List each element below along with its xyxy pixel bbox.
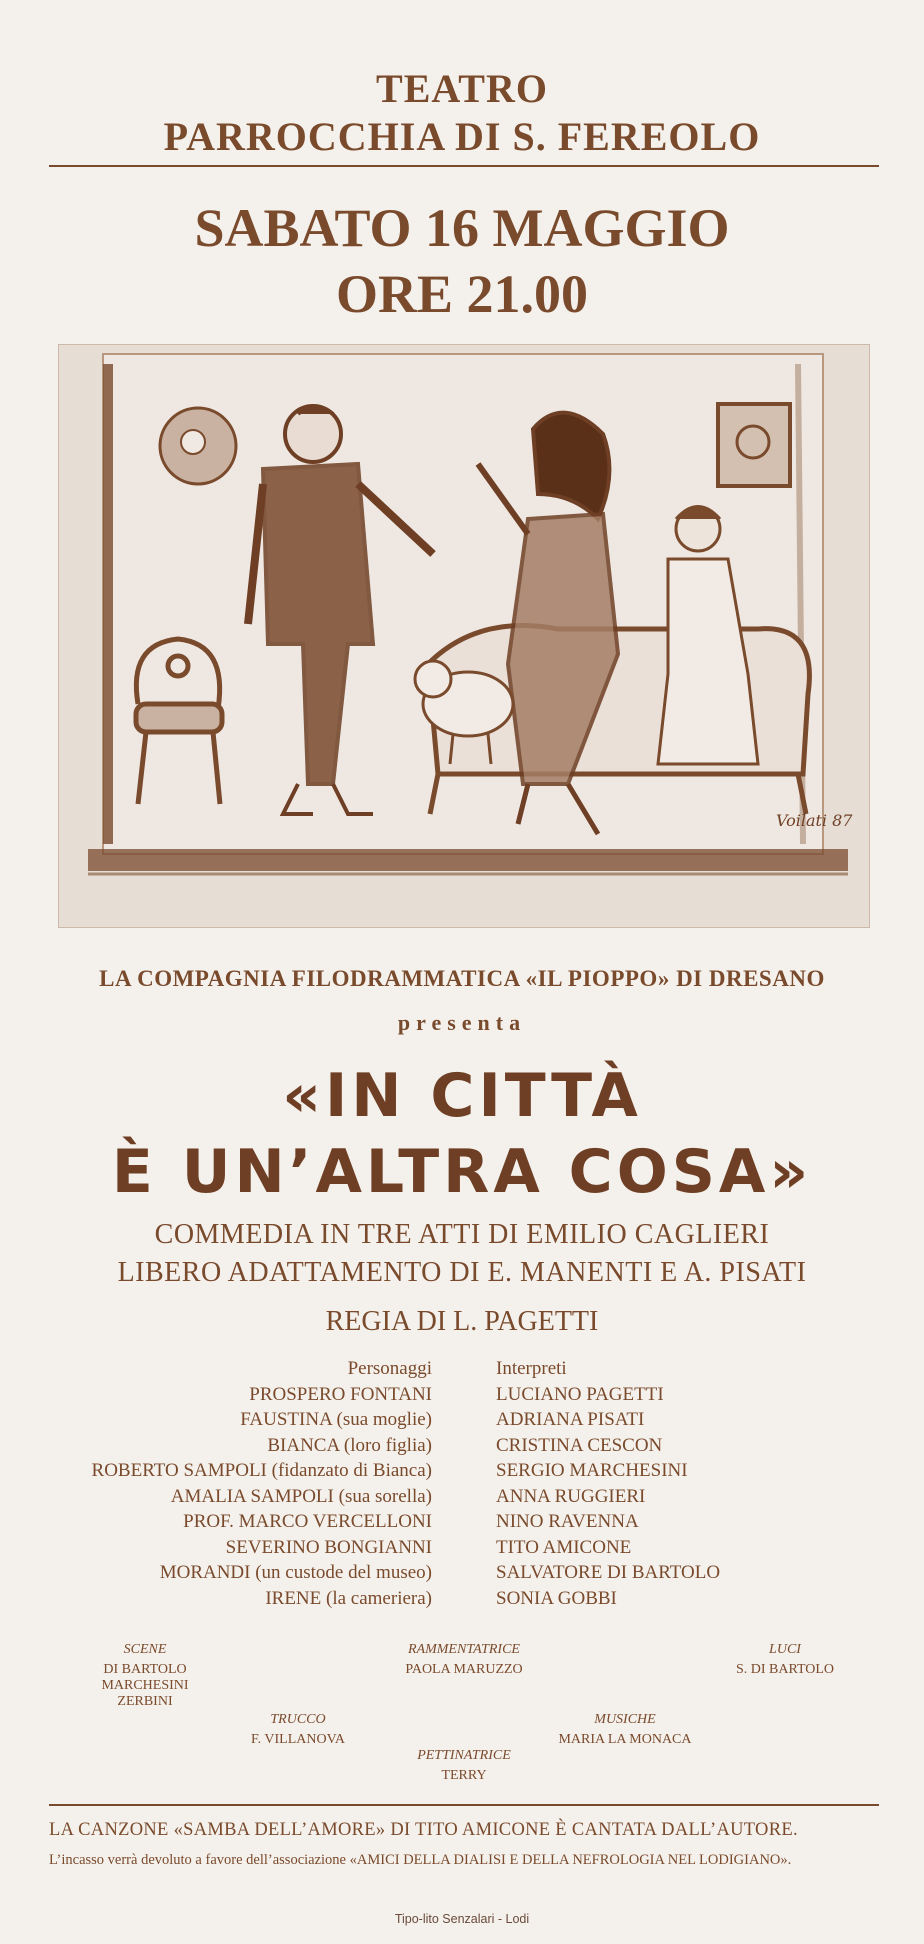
actor-name: SALVATORE DI BARTOLO <box>496 1562 721 1583</box>
presenta-label: presenta <box>397 1010 527 1035</box>
credit-musiche <box>530 1712 720 1748</box>
character-name: SEVERINO BONGIANNI <box>225 1536 432 1558</box>
actor-name: NINO RAVENNA <box>496 1511 639 1532</box>
credit-luci <box>700 1642 870 1678</box>
credit-role: LUCI <box>769 1642 801 1657</box>
actors-header: Interpreti <box>496 1358 567 1379</box>
stage-illustration <box>58 344 870 928</box>
character-name: MORANDI (un custode del museo) <box>159 1562 432 1583</box>
theatre-name: TEATRO <box>376 66 548 111</box>
credit-scene <box>70 1642 220 1710</box>
credit-name: S. DI BARTOLO <box>735 1662 835 1677</box>
credit-role: PETTINATRICE <box>417 1748 511 1763</box>
charity-note: L’incasso verrà devoluto a favore dell’associazione «AMICI DELLA DIALISI E DELLA NEFROLOGIA NEL LODIGIANO». <box>49 1852 792 1868</box>
actor-name: SERGIO MARCHESINI <box>496 1460 688 1481</box>
character-name: ROBERTO SAMPOLI (fidanzato di Bianca) <box>91 1460 432 1481</box>
event-date: SABATO 16 MAGGIO <box>194 198 730 258</box>
song-note: LA CANZONE «SAMBA DELL’AMORE» DI TITO AMICONE È CANTATA DALL’AUTORE. <box>49 1820 798 1840</box>
credit-pettinatrice <box>384 1748 544 1784</box>
credit-name: F. VILLANOVA <box>250 1732 346 1747</box>
event-time: ORE 21.00 <box>335 264 589 324</box>
printer-credit: Tipo-lito Senzalari - Lodi <box>394 1912 530 1926</box>
character-name: BIANCA (loro figlia) <box>267 1434 432 1456</box>
characters-column <box>92 1356 432 1611</box>
credit-rammentatrice <box>354 1642 574 1678</box>
play-title-line1: «IN CITTÀ <box>282 1061 642 1131</box>
credit-role: SCENE <box>123 1642 167 1657</box>
play-title-line2: È UN’ALTRA COSA» <box>111 1137 813 1207</box>
footer-divider <box>49 1804 879 1806</box>
credit-trucco <box>218 1712 378 1748</box>
director: REGIA DI L. PAGETTI <box>325 1306 599 1337</box>
credit-role: RAMMENTATRICE <box>408 1642 520 1657</box>
credit-name: MARCHESINI <box>101 1678 189 1693</box>
header-divider <box>49 165 879 167</box>
character-name: IRENE (la cameriera) <box>265 1587 432 1609</box>
actor-name: LUCIANO PAGETTI <box>496 1383 664 1405</box>
artist-signature: Voilati 87 <box>776 811 853 830</box>
play-author: COMMEDIA IN TRE ATTI DI EMILIO CAGLIERI <box>154 1219 770 1250</box>
credit-name: MARIA LA MONACA <box>558 1732 692 1747</box>
character-name: PROF. MARCO VERCELLONI <box>183 1511 432 1532</box>
actors-column <box>496 1356 720 1611</box>
actor-name: CRISTINA CESCON <box>496 1434 663 1456</box>
credit-role: MUSICHE <box>594 1712 656 1727</box>
character-name: FAUSTINA (sua moglie) <box>240 1409 432 1430</box>
picture-frame-icon <box>718 404 790 486</box>
company-name: LA COMPAGNIA FILODRAMMATICA «IL PIOPPO» DI DRESANO <box>99 966 825 991</box>
play-adaptation: LIBERO ADATTAMENTO DI E. MANENTI E A. PISATI <box>117 1257 807 1288</box>
credit-name: PAOLA MARUZZO <box>405 1662 523 1677</box>
credit-name: DI BARTOLO <box>103 1662 187 1677</box>
actor-name: TITO AMICONE <box>496 1536 632 1558</box>
credit-name: ZERBINI <box>117 1694 173 1709</box>
actor-name: SONIA GOBBI <box>496 1587 617 1609</box>
actor-name: ANNA RUGGIERI <box>496 1485 646 1507</box>
character-name: AMALIA SAMPOLI (sua sorella) <box>170 1485 432 1507</box>
character-name: PROSPERO FONTANI <box>249 1383 432 1405</box>
theatre-parish: PARROCCHIA DI S. FEREOLO <box>163 114 761 159</box>
credit-role: TRUCCO <box>270 1712 326 1727</box>
credit-name: TERRY <box>441 1768 487 1783</box>
characters-header: Personaggi <box>347 1358 432 1379</box>
actor-name: ADRIANA PISATI <box>496 1409 645 1430</box>
